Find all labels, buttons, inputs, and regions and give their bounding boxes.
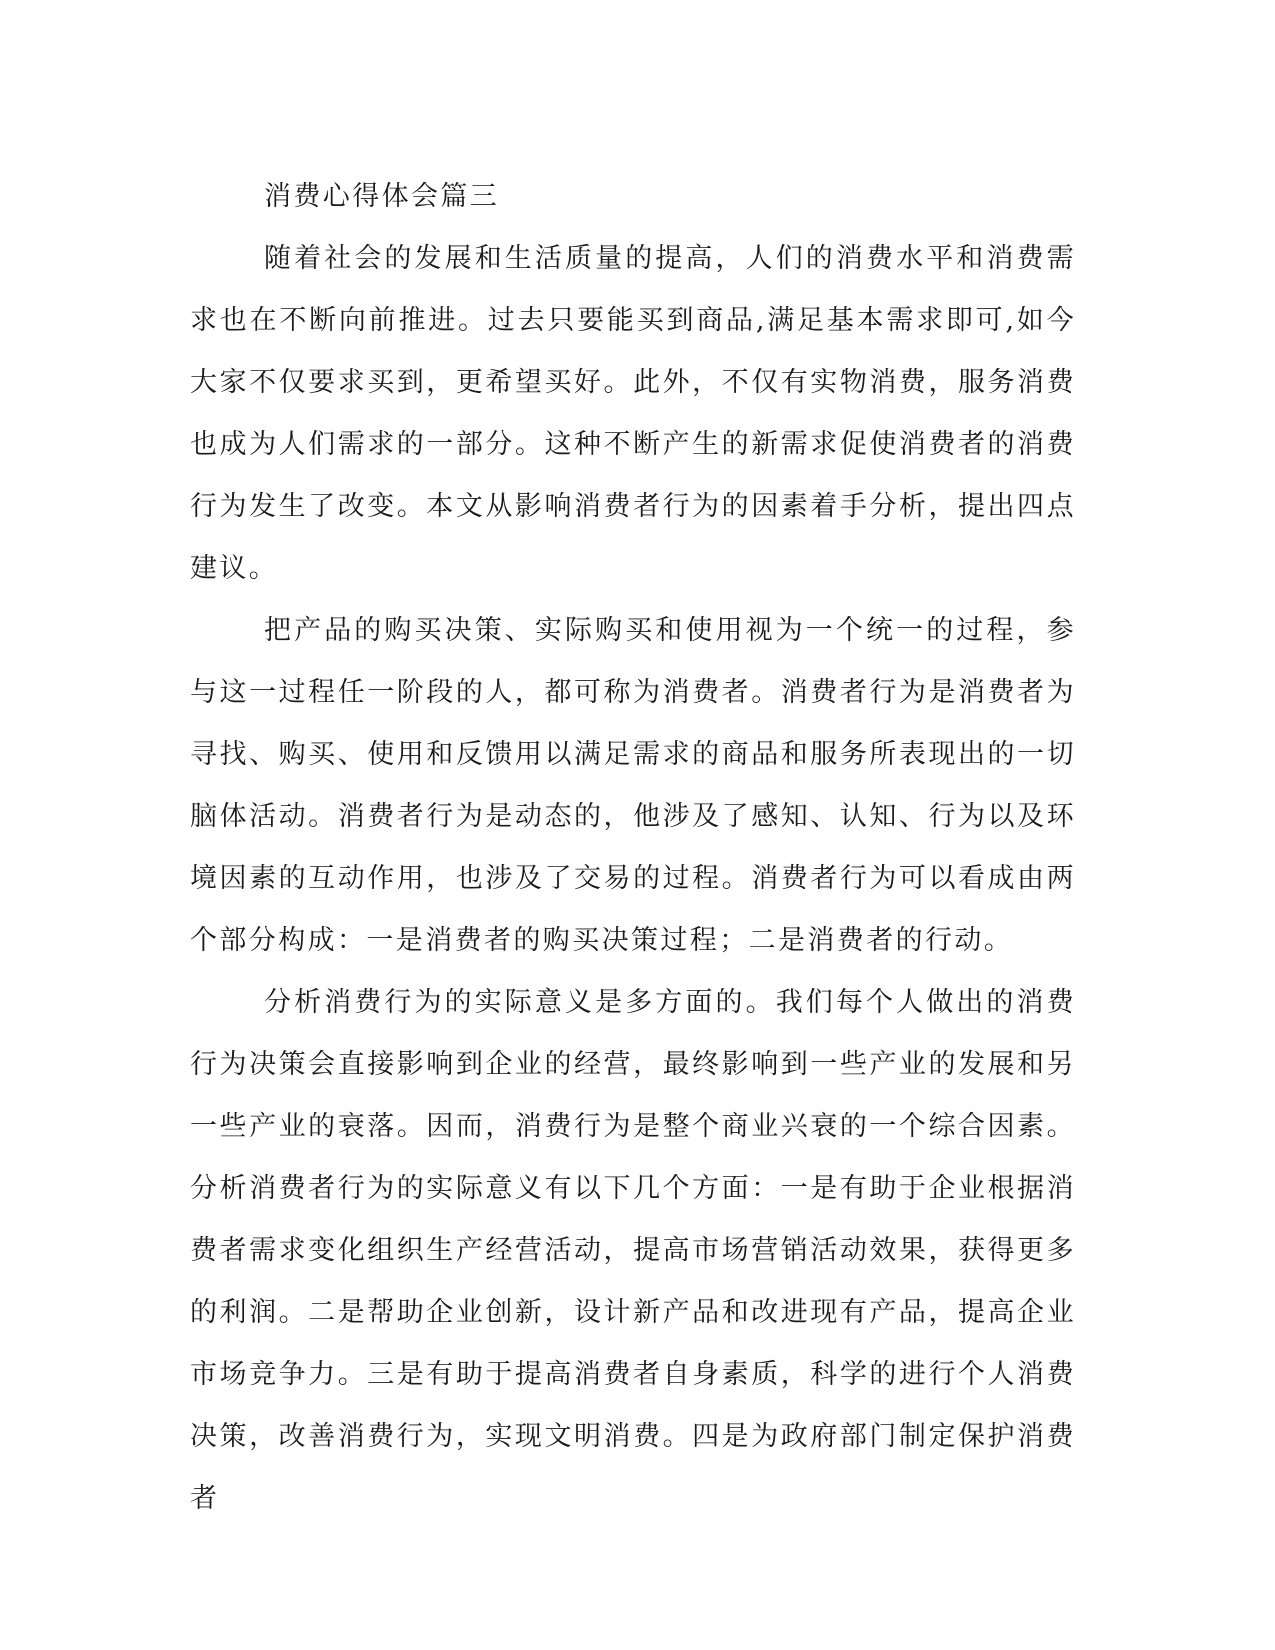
document-heading: 消费心得体会篇三	[264, 181, 500, 212]
paragraph-significance: 分析消费行为的实际意义是多方面的。我们每个人做出的消费行为决策会直接影响到企业的经营，最终影响到一些产业的发展和另一些产业的衰落。因而，消费行为是整个商业兴衰的一个综合因素。分析消费者行为的实际意义有以下几个方面：一是有助于企业根据消费者需求变化组织生产经营活动，提高市场营销活动效果，获得更多的利润。二是帮助企业创新，设计新产品和改进现有产品，提高企业市场竞争力。三是有助于提高消费者自身素质，科学的进行个人消费决策，改善消费行为，实现文明消费。四是为政府部门制定保护消费者	[190, 987, 1076, 1514]
document-body	[190, 166, 1076, 1530]
paragraph-consumer-definition: 把产品的购买决策、实际购买和使用视为一个统一的过程，参与这一过程任一阶段的人，都可称为消费者。消费者行为是消费者为寻找、购买、使用和反馈用以满足需求的商品和服务所表现出的一切脑体活动。消费者行为是动态的，他涉及了感知、认知、行为以及环境因素的互动作用，也涉及了交易的过程。消费者行为可以看成由两个部分构成：一是消费者的购买决策过程；二是消费者的行动。	[190, 615, 1076, 956]
paragraph-intro: 随着社会的发展和生活质量的提高，人们的消费水平和消费需求也在不断向前推进。过去只要能买到商品,满足基本需求即可,如今大家不仅要求买到，更希望买好。此外，不仅有实物消费，服务消费也成为人们需求的一部分。这种不断产生的新需求促使消费者的消费行为发生了改变。本文从影响消费者行为的因素着手分析，提出四点建议。	[190, 243, 1076, 584]
